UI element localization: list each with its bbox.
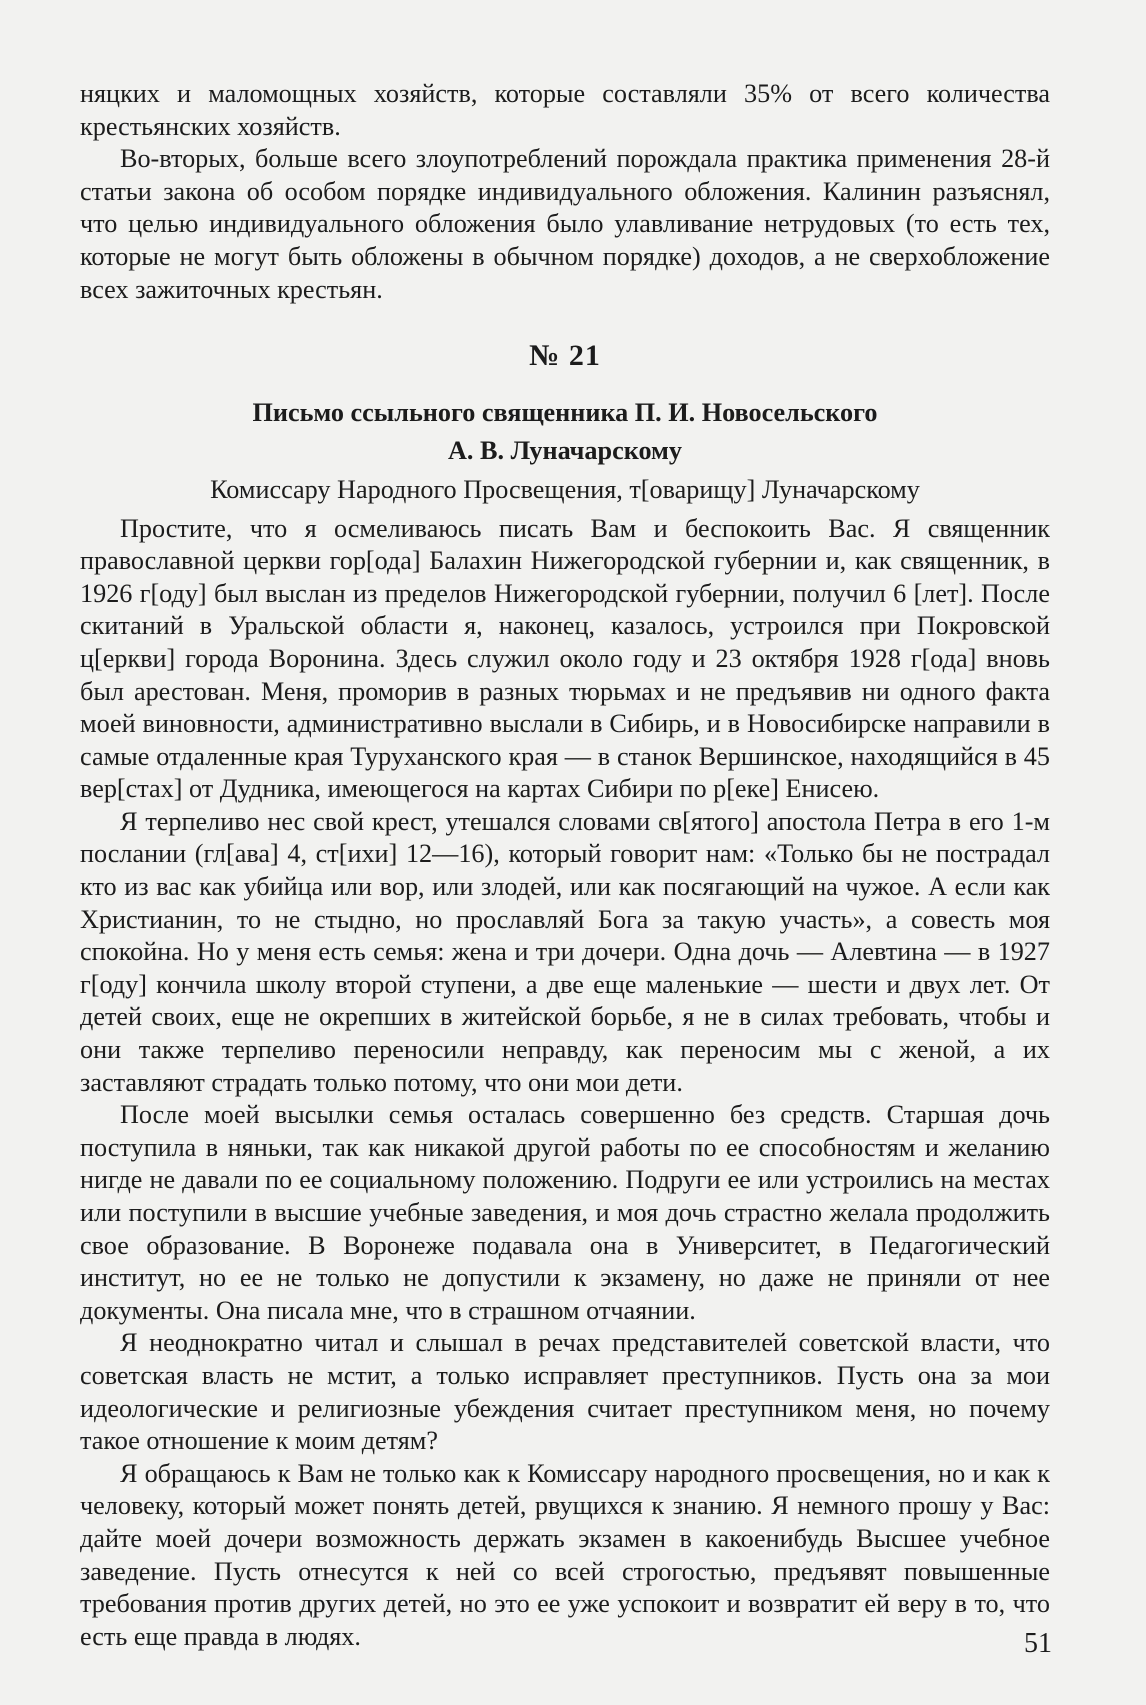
letter-paragraph: Я обращаюсь к Вам не только как к Комиссару народного просвещения, но и как к человеку, который может понять детей, рвущихся к знанию. Я немного прошу у Вас: дайте моей дочери возможность держать экзамен в какоенибудь Высшее учебное заведение. Пусть отнесутся к ней со всей строгостью, предъявят повышенные требования против других детей, но это ее уже успокоит и возвратит ей веру в то, что есть еще правда в людях.	[80, 1458, 1050, 1651]
letter-paragraph: Я терпеливо нес свой крест, утешался словами св[ятого] апостола Петра в его 1-м послании (гл[ава] 4, ст[ихи] 12—16), который говорит нам: «Только бы не пострадал кто из вас как убийца или вор, или злодей, или как посягающий на чужое. А если как Христианин, то не стыдно, но прославляй Бога за такую участь», а совесть моя спокойна. Но у меня есть семья: жена и три дочери. Одна дочь — Алевтина — в 1927 г[оду] кончила школу второй ступени, а две еще маленькие — шести и двух лет. От детей своих, еще не окрепших в житейской борьбе, я не в силах требовать, чтобы и они также терпеливо переносили неправду, как переносим мы с женой, а их заставляют страдать только потому, что они мои дети.	[80, 806, 1050, 1097]
document-title-line-2: А. В. Луначарскому	[448, 436, 682, 466]
paragraph-article-28: Во-вторых, больше всего злоупотреблений порождала практика применения 28-й статьи закона об особом порядке индивидуального обложения. Калинин разъяснял, что целью индивидуального обложения было улавливание нетрудовых (то есть тех, которые не могут быть обложены в обычном порядке) доходов, а не сверхобложение всех зажиточных крестьян.	[80, 144, 1050, 304]
paragraph-continuation: няцких и маломощных хозяйств, которые составляли 35% от всего количества крестьянских хозяйств.	[80, 79, 1050, 141]
document-title-line-1: Письмо ссыльного священника П. И. Новосельского	[252, 397, 878, 427]
letter-paragraph: Простите, что я осмеливаюсь писать Вам и беспокоить Вас. Я священник православной церкви гор[ода] Балахин Нижегородской губернии и, как священник, в 1926 г[оду] был выслан из пределов Нижегородской губернии, получил 6 [лет]. После скитаний в Уральской области я, наконец, казалось, устроился при Покровской ц[еркви] города Воронина. Здесь служил около году и 23 октября 1928 г[ода] вновь был арестован. Меня, проморив в разных тюрьмах и не предъявив ни одного факта моей виновности, административно выслали в Сибирь, и в Новосибирске направили в самые отдаленные края Туруханского края — в станок Вершинское, находящийся в 45 вер[стах] от Дудника, имеющегося на картах Сибири по р[еке] Енисею.	[80, 513, 1050, 804]
text-column	[80, 78, 1050, 1653]
letter-paragraph: Я неоднократно читал и слышал в речах представителей советской власти, что советская власть не мстит, а только исправляет преступников. Пусть она за мои идеологические и религиозные убеждения считает преступником меня, но почему такое отношение к моим детям?	[80, 1328, 1050, 1456]
letter-address: Комиссару Народного Просвещения, т[оварищу] Луначарскому	[210, 474, 920, 504]
page-number: 51	[1024, 1628, 1052, 1659]
letter-paragraph: После моей высылки семья осталась совершенно без средств. Старшая дочь поступила в няньки, так как никакой другой работы по ее способностям и желанию нигде не давали по ее социальному положению. Подруги ее или устроились на местах или поступили в высшие учебные заведения, и моя дочь страстно желала продолжить свое образование. В Воронеже подавала она в Университет, в Педагогический институт, но ее не только не допустили к экзамену, но даже не приняли от нее документы. Она писала мне, что в страшном отчаянии.	[80, 1100, 1050, 1325]
document-number: № 21	[529, 339, 601, 373]
